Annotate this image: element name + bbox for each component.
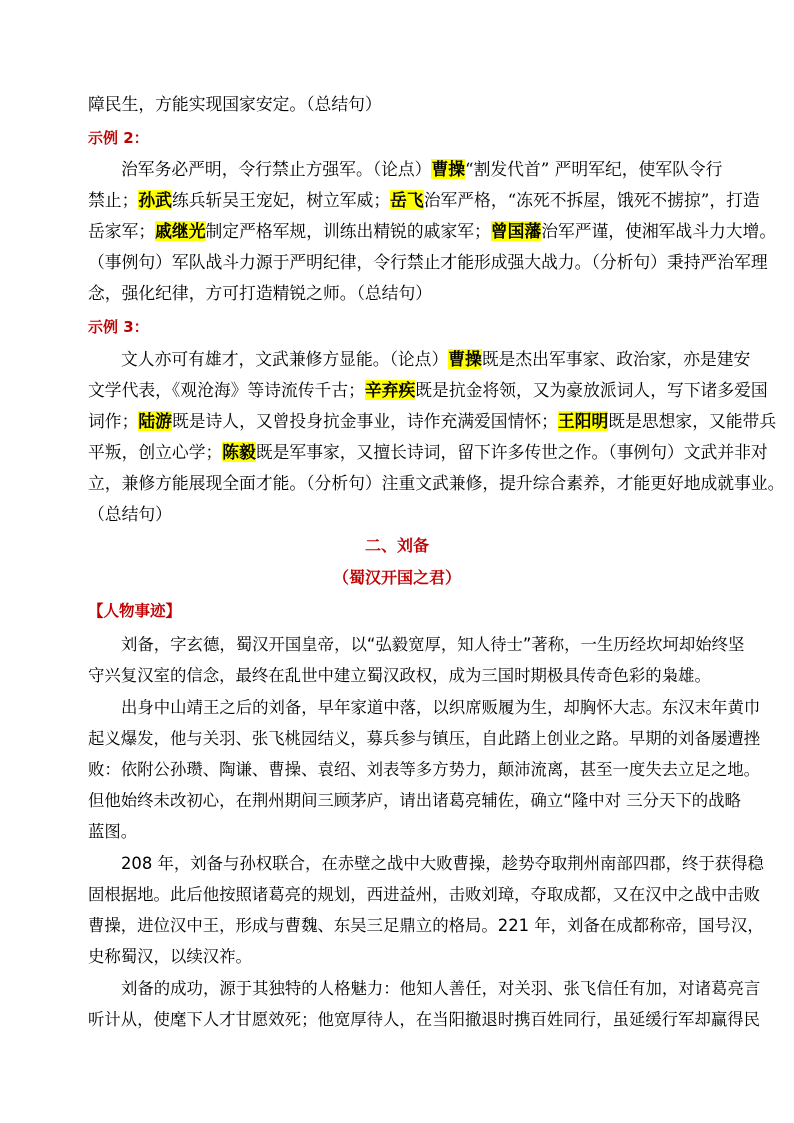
text-span: 既是思想家，又能带兵 [608,411,777,431]
paragraph-1-line-2: 守兴复汉室的信念，最终在乱世中建立蜀汉政权，成为三国时期极具传奇色彩的枭雄。 [88,666,711,685]
example-2-line-5: 念，强化纪律，方可打造精锐之师。（总结句） [88,283,433,303]
text-span: 词作； [88,411,139,431]
example-3-line-1 [121,348,750,370]
paragraph-3-line-2: 固根据地。此后他按照诸葛亮的规划，西进益州，击败刘璋，夺取成都，又在汉中之战中击败 [88,885,761,904]
text-span: 禁止； [88,190,139,210]
example-3-label: 示例 3： [88,318,149,336]
highlight-name: 岳飞 [390,190,424,210]
text-span: 既是抗金将领，又为豪放派词人，写下诸多爱国 [415,380,768,400]
paragraph-3-line-4: 史称蜀汉，以续汉祚。 [88,947,252,966]
text-span: 制定严格军规，训练出精锐的戚家军； [205,221,491,241]
text-span: 治军严谨，使湘军战斗力大增。 [541,221,777,241]
paragraph-2-line-5: 蓝图。 [88,822,138,841]
text-span: 文人亦可有雄才，文武兼修方显能。（论点） [121,349,449,369]
example-3-line-3 [88,410,776,432]
paragraph-2-line-2: 起义爆发，他与关羽、张飞桃园结义，募兵参与镇压，自此踏上创业之路。早期的刘备屡遭挫 [88,729,761,748]
example-2-line-1 [121,158,722,180]
section-heading: 【人物事迹】 [88,602,182,620]
example-2-line-4: （事例句）军队战斗力源于严明纪律，令行禁止才能形成强大战力。（分析句）秉持严治军理 [88,252,768,272]
paragraph-3-line-1: 208 年，刘备与孙权联合，在赤壁之战中大败曹操，趁势夺取荆州南部四郡，终于获得稳 [121,854,764,873]
paragraph-3-line-3: 曹操，进位汉中王，形成与曹魏、东吴三足鼎立的格局。221 年，刘备在成都称帝，国号汉， [88,916,764,935]
paragraph-1-line-1: 刘备，字玄德，蜀汉开国皇帝，以“弘毅宽厚，知人待士”著称，一生历经坎坷却始终坚 [121,635,745,654]
example-2-line-2 [88,189,760,211]
example-3-line-5: 立，兼修方能展现全面才能。（分析句）注重文武兼修，提升综合素养，才能更好地成就事业。 [88,473,785,493]
paragraph-4-line-2: 听计从，使麾下人才甘愿效死；他宽厚待人，在当阳撤退时携百姓同行，虽延缓行军却赢得民 [88,1010,761,1029]
highlight-name: 曾国藩 [490,221,542,241]
highlight-name: 陈毅 [222,442,256,462]
highlight-name: 曹操 [448,349,482,369]
text-span: 既是诗人，又曾投身抗金事业，诗作充满爱国情怀； [171,411,558,431]
text-span: 治军严格，“冻死不拆屋，饿死不掳掠”，打造 [423,190,760,210]
paragraph-4-line-1: 刘备的成功，源于其独特的人格魅力：他知人善任，对关羽、张飞信任有加，对诸葛亮言 [121,979,761,998]
paragraph-2-line-1: 出身中山靖王之后的刘备，早年家道中落，以织席贩履为生，却胸怀大志。东汉末年黄巾 [121,698,761,717]
text-span: 岳家军； [88,221,156,241]
highlight-name: 曹操 [431,159,466,179]
paragraph-2-line-4: 但他始终未改初心，在荆州期间三顾茅庐，请出诸葛亮辅佐，确立“隆中对 三分天下的战略 [88,791,741,810]
text-span: 文学代表，《观沧海》等诗流传千古； [88,380,365,400]
text-span: 平叛，创立心学； [88,442,223,462]
example-2-line-3 [88,220,776,242]
text-span: 既是军事家，又擅长诗词，留下许多传世之作。（事例句）文武并非对 [255,442,768,462]
text-span: 练兵斩吴王宠妃，树立军威； [171,190,391,210]
example-3-line-2 [88,379,768,401]
section-title: 二、刘备 [364,536,429,555]
highlight-name: 王阳明 [557,411,609,431]
highlight-name: 戚继光 [155,221,206,241]
highlight-name: 孙武 [138,190,172,210]
example-3-line-6: （总结句） [88,504,172,524]
text-span: 治军务必严明，令行禁止方强军。（论点） [121,159,432,179]
highlight-name: 陆游 [138,411,172,431]
summary-text: 障民生，方能实现国家安定。（总结句） [88,94,382,114]
example-3-line-4 [88,441,768,463]
text-span: “割发代首” 严明军纪，使军队令行 [465,159,723,179]
summary-line [88,93,382,115]
section-subtitle: （蜀汉开国之君） [332,568,461,587]
text-span: 既是杰出军事家、政治家，亦是建安 [481,349,751,369]
example-2-label: 示例 2： [88,129,149,147]
highlight-name: 辛弃疾 [364,380,416,400]
paragraph-2-line-3: 败：依附公孙瓒、陶谦、曹操、袁绍、刘表等多方势力，颠沛流离，甚至一度失去立足之地。 [88,760,761,779]
